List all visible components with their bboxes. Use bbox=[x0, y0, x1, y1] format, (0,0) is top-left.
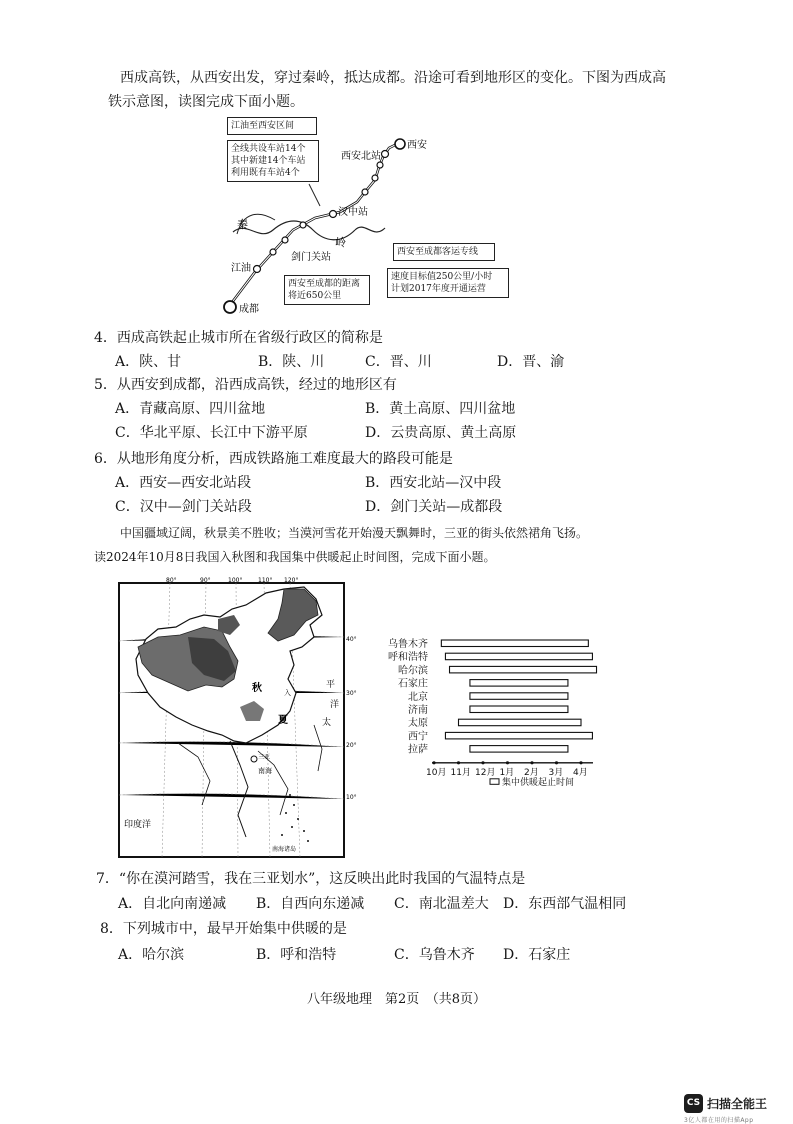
station-jiangyou bbox=[254, 266, 261, 273]
question-4-option-c[interactable]: C．晋、川 bbox=[365, 354, 432, 370]
china-autumn-map bbox=[118, 575, 357, 859]
lat-label-30: 30° bbox=[346, 690, 357, 697]
map-label-south-sea-islands: 南海诸岛 bbox=[272, 846, 297, 853]
lon-label-120: 120° bbox=[284, 577, 299, 584]
info-box-1 bbox=[227, 140, 319, 182]
category-label: 呼和浩特 bbox=[388, 652, 428, 664]
x-tick-label: 11月 bbox=[450, 767, 471, 778]
question-4-option-d[interactable]: D．晋、渝 bbox=[497, 354, 565, 370]
intro-text-line2: 铁示意图，读图完成下面小题。 bbox=[108, 94, 304, 110]
intro-text-line4: 读2024年10月8日我国入秋图和我国集中供暖起止时间图，完成下面小题。 bbox=[94, 550, 496, 564]
x-tick-dot bbox=[530, 761, 533, 764]
label-hanzhong: 汉中站 bbox=[338, 207, 368, 218]
question-6-option-a[interactable]: A．西安—西安北站段 bbox=[115, 475, 252, 491]
question-8-option-d[interactable]: D．石家庄 bbox=[503, 947, 571, 963]
heating-bar bbox=[459, 719, 582, 726]
question-5-option-b[interactable]: B．黄土高原、四川盆地 bbox=[365, 401, 516, 417]
category-label: 拉萨 bbox=[408, 744, 428, 756]
question-4-option-b[interactable]: B．陕、川 bbox=[258, 354, 325, 370]
heating-bar bbox=[441, 640, 588, 647]
x-tick-dot bbox=[432, 761, 435, 764]
label-xian: 西安 bbox=[407, 140, 427, 151]
station-marker bbox=[377, 162, 383, 168]
lon-label-110: 110° bbox=[258, 577, 273, 584]
map-label-indian-ocean: 印度洋 bbox=[124, 820, 152, 830]
map-label-qiu: 秋 bbox=[252, 683, 262, 694]
intro-text-line3: 中国疆域辽阔，秋景美不胜收；当漠河雪花开始漫天飘舞时，三亚的街头依然裙角飞扬。 bbox=[120, 526, 589, 540]
question-5-option-c[interactable]: C．华北平原、长江中下游平原 bbox=[115, 425, 308, 441]
map-label-nanhai: 南海 bbox=[258, 767, 272, 775]
info-box-2-line: 西安至成都的距离 bbox=[288, 279, 361, 289]
question-8-option-b[interactable]: B．呼和浩特 bbox=[256, 947, 337, 963]
label-jiangyou: 江油 bbox=[231, 263, 251, 274]
heating-bar bbox=[470, 706, 568, 713]
scanner-tagline: 3亿人都在用的扫描App bbox=[684, 1117, 754, 1124]
category-label: 乌鲁木齐 bbox=[388, 639, 428, 650]
question-5-stem: 5．从西安到成都，沿西成高铁，经过的地形区有 bbox=[94, 377, 397, 393]
station-marker bbox=[372, 175, 378, 181]
x-tick-label: 12月 bbox=[475, 767, 496, 778]
heating-bar bbox=[470, 746, 568, 753]
question-7-stem: 7．“你在漠河踏雪，我在三亚划水”，这反映出此时我国的气温特点是 bbox=[96, 871, 526, 887]
question-5-option-d[interactable]: D．云贵高原、黄土高原 bbox=[365, 425, 517, 441]
x-tick-dot bbox=[555, 761, 558, 764]
map-label-ru: 入 bbox=[284, 689, 291, 697]
question-4-stem: 4．西成高铁起止城市所在省级行政区的简称是 bbox=[94, 330, 383, 346]
lon-label-90: 90° bbox=[200, 577, 211, 584]
x-tick-label: 1月 bbox=[499, 767, 515, 778]
info-box-3 bbox=[387, 268, 509, 298]
info-box-3-line: 速度目标值250公里/小时 bbox=[391, 272, 493, 282]
x-tick-dot bbox=[506, 761, 509, 764]
info-box-1-line: 利用既有车站4个 bbox=[231, 168, 300, 178]
x-tick-dot bbox=[579, 761, 582, 764]
map-label-ping: 平 bbox=[326, 680, 336, 690]
question-6-option-b[interactable]: B．西安北站—汉中段 bbox=[365, 475, 502, 491]
x-tick-label: 4月 bbox=[573, 767, 588, 778]
heating-bar bbox=[445, 653, 592, 660]
category-label: 太原 bbox=[408, 718, 428, 730]
station-jianmen bbox=[282, 237, 288, 243]
info-box-2-line: 将近650公里 bbox=[288, 291, 342, 301]
info-box-title-1: 江油至西安区间 bbox=[227, 117, 317, 135]
heating-bar bbox=[470, 693, 568, 700]
lat-label-20: 20° bbox=[346, 742, 357, 749]
page-footer: 八年级地理 第2页 （共8页） bbox=[306, 992, 487, 1007]
question-6-option-d[interactable]: D．剑门关站—成都段 bbox=[365, 499, 503, 515]
label-jianmen: 剑门关站 bbox=[291, 252, 331, 263]
station-marker bbox=[362, 189, 368, 195]
map-label-xia: 夏 bbox=[278, 715, 288, 726]
question-7-option-d[interactable]: D．东西部气温相同 bbox=[503, 896, 627, 912]
category-label: 北京 bbox=[408, 691, 428, 703]
question-7-option-b[interactable]: B．自西向东递减 bbox=[256, 896, 365, 912]
info-box-title-3: 西安至成都客运专线 bbox=[393, 243, 495, 261]
category-label: 哈尔滨 bbox=[398, 665, 428, 677]
label-ling: 岭 bbox=[335, 236, 346, 249]
category-label: 济南 bbox=[408, 705, 428, 716]
legend-label: 集中供暖起止时间 bbox=[502, 777, 575, 788]
x-tick-label: 10月 bbox=[426, 767, 447, 778]
question-8-option-a[interactable]: A．哈尔滨 bbox=[118, 947, 185, 963]
question-6-stem: 6．从地形角度分析，西成铁路施工难度最大的路段可能是 bbox=[94, 451, 453, 467]
question-7-option-c[interactable]: C．南北温差大 bbox=[394, 896, 489, 912]
china-map-drawing bbox=[118, 575, 357, 859]
heating-bar bbox=[470, 680, 568, 687]
category-label: 西宁 bbox=[408, 731, 428, 743]
map-label-tai: 太 bbox=[322, 718, 332, 728]
legend-swatch bbox=[490, 779, 499, 785]
question-6-option-c[interactable]: C．汉中—剑门关站段 bbox=[115, 499, 252, 515]
x-tick-dot bbox=[481, 761, 484, 764]
station-xianbei bbox=[382, 151, 389, 158]
heating-period-chart bbox=[372, 632, 612, 802]
heating-bar bbox=[445, 732, 592, 739]
station-xian bbox=[395, 139, 405, 149]
intro-text-line1: 西成高铁，从西安出发，穿过秦岭，抵达成都。沿途可看到地形区的变化。下图为西成高 bbox=[120, 70, 666, 86]
map-label-sanya: 三亚 bbox=[258, 754, 271, 761]
question-4-option-a[interactable]: A．陕、甘 bbox=[115, 354, 182, 370]
x-tick-label: 3月 bbox=[548, 767, 564, 778]
heating-bar bbox=[450, 666, 597, 673]
scanner-watermark bbox=[684, 1094, 767, 1124]
map-label-yang: 洋 bbox=[330, 700, 340, 710]
question-8-option-c[interactable]: C．乌鲁木齐 bbox=[394, 947, 475, 963]
station-marker bbox=[270, 249, 276, 255]
lat-label-10: 10° bbox=[346, 794, 357, 801]
station-chengdu bbox=[224, 301, 236, 313]
x-tick-label: 2月 bbox=[524, 767, 539, 778]
x-tick-dot bbox=[457, 761, 460, 764]
question-5-option-a[interactable]: A．青藏高原、四川盆地 bbox=[115, 401, 266, 417]
info-box-1-line: 全线共设车站14个 bbox=[231, 144, 306, 154]
qinling-mountain-line-east bbox=[355, 227, 385, 232]
info-box-1-line: 其中新建14个车站 bbox=[231, 156, 306, 166]
question-8-stem: 8．下列城市中，最早开始集中供暖的是 bbox=[100, 921, 347, 937]
question-7-option-a[interactable]: A．自北向南递减 bbox=[118, 896, 227, 912]
station-marker bbox=[300, 222, 306, 228]
scanner-brand-name: 扫描全能王 bbox=[707, 1097, 768, 1111]
info-box-2 bbox=[284, 275, 370, 305]
label-qin: 秦 bbox=[237, 218, 248, 231]
heating-chart-svg bbox=[372, 632, 612, 802]
label-xianbei: 西安北站 bbox=[341, 151, 381, 162]
lat-label-40: 40° bbox=[346, 636, 357, 643]
cs-logo-icon: CS bbox=[684, 1094, 703, 1113]
lon-label-80: 80° bbox=[166, 577, 177, 584]
lon-label-100: 100° bbox=[228, 577, 243, 584]
category-label: 石家庄 bbox=[398, 678, 428, 690]
info-box-3-line: 计划2017年度开通运营 bbox=[391, 284, 486, 294]
station-hanzhong bbox=[330, 211, 337, 218]
label-chengdu: 成都 bbox=[239, 304, 259, 315]
